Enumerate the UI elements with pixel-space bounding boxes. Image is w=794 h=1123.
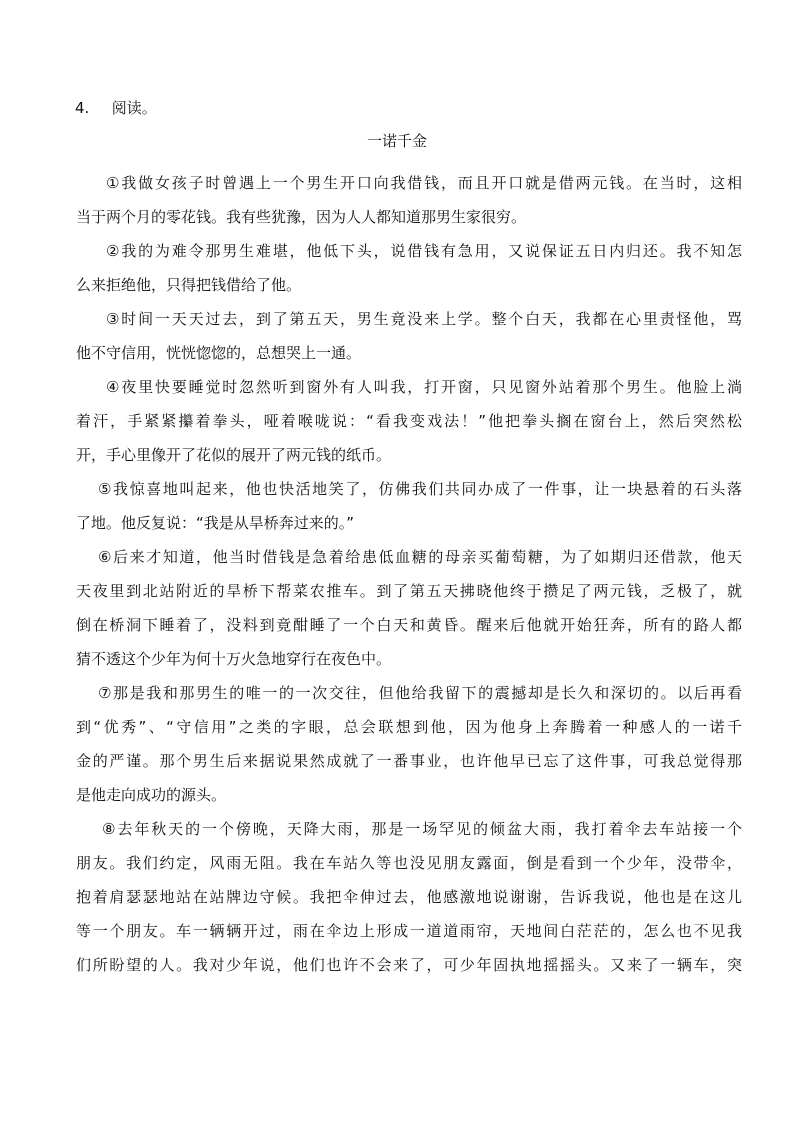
paragraph-line: ⑦那是我和那男生的唯一的一次交往，但他给我留下的震撼却是长久和深切的。以后再看 <box>98 684 742 702</box>
paragraph-3 <box>76 302 742 370</box>
paragraph-line: ⑤我惊喜地叫起来，他也快活地笑了，仿佛我们共同办成了一件事，让一块悬着的石头落 <box>98 480 742 498</box>
question-instruction: 阅读。 <box>111 99 157 117</box>
paragraph-4 <box>76 370 742 472</box>
paragraph-line: 天夜里到北站附近的旱桥下帮菜农推车。到了第五天拂晓他终于攒足了两元钱，乏极了，就 <box>76 582 742 600</box>
paragraph-line: ⑥后来才知道，他当时借钱是急着给患低血糖的母亲买葡萄糖，为了如期归还借款，他天 <box>98 548 742 566</box>
paragraph-line: 当于两个月的零花钱。我有些犹豫，因为人人都知道那男生家很穷。 <box>76 208 527 226</box>
paragraph-line: ④夜里快要睡觉时忽然听到窗外有人叫我，打开窗，只见窗外站着那个男生。他脸上淌 <box>106 378 742 396</box>
paragraph-line: ⑧去年秋天的一个傍晚，天降大雨，那是一场罕见的倾盆大雨，我打着伞去车站接一个 <box>102 820 742 838</box>
paragraph-line: 猜不透这个少年为何十万火急地穿行在夜色中。 <box>76 650 392 668</box>
question-number: 4. <box>75 99 90 117</box>
paragraph-line: 开，手心里像开了花似的展开了两元钱的纸币。 <box>76 446 392 464</box>
paragraph-line: 抱着肩瑟瑟地站在站牌边守候。我把伞伸过去，他感激地说谢谢，告诉我说，他也是在这儿 <box>76 888 742 906</box>
paragraph-line: 倒在桥洞下睡着了，没料到竟酣睡了一个白天和黄昏。醒来后他就开始狂奔，所有的路人都 <box>76 616 742 634</box>
paragraph-line: ③时间一天天过去，到了第五天，男生竟没来上学。整个白天，我都在心里责怪他，骂 <box>106 310 742 328</box>
paragraph-line: 们所盼望的人。我对少年说，他们也许不会来了，可少年固执地摇摇头。又来了一辆车，突 <box>76 956 742 974</box>
paragraph-line: 等一个朋友。车一辆辆开过，雨在伞边上形成一道道雨帘，天地间白茫茫的，怎么也不见我 <box>76 922 742 940</box>
paragraph-2 <box>76 234 742 302</box>
paragraph-line: 金的严谨。那个男生后来据说果然成就了一番事业，也许他早已忘了这件事，可我总觉得那 <box>76 752 742 770</box>
paragraph-8 <box>76 812 742 982</box>
paragraph-line: 朋友。我们约定，风雨无阻。我在车站久等也没见朋友露面，倒是看到一个少年，没带伞， <box>76 854 742 872</box>
paragraph-line: 他不守信用，恍恍惚惚的，总想哭上一通。 <box>76 344 362 362</box>
paragraph-1 <box>76 166 742 234</box>
paragraph-line: ①我做女孩子时曾遇上一个男生开口向我借钱，而且开口就是借两元钱。在当时，这相 <box>106 174 742 192</box>
paragraph-line: 是他走向成功的源头。 <box>76 786 227 804</box>
paragraph-line: ②我的为难令那男生难堪，他低下头，说借钱有急用，又说保证五日内归还。我不知怎 <box>106 242 742 260</box>
paragraph-line: 么来拒绝他，只得把钱借给了他。 <box>76 276 302 294</box>
article-title: 一诺千金 <box>366 132 427 150</box>
paragraph-7 <box>76 676 742 812</box>
paragraph-line: 了地。他反复说：“我是从旱桥奔过来的。” <box>76 514 355 532</box>
paragraph-5 <box>76 472 742 540</box>
paragraph-line: 着汗，手紧紧攥着拳头，哑着喉咙说：“看我变戏法！”他把拳头搁在窗台上，然后突然松 <box>76 412 742 430</box>
paragraph-6 <box>76 540 742 676</box>
paragraph-line: 到“优秀”、“守信用”之类的字眼，总会联想到他，因为他身上奔腾着一种感人的一诺千 <box>76 718 742 736</box>
article-body <box>76 166 742 982</box>
question-header <box>75 98 157 118</box>
